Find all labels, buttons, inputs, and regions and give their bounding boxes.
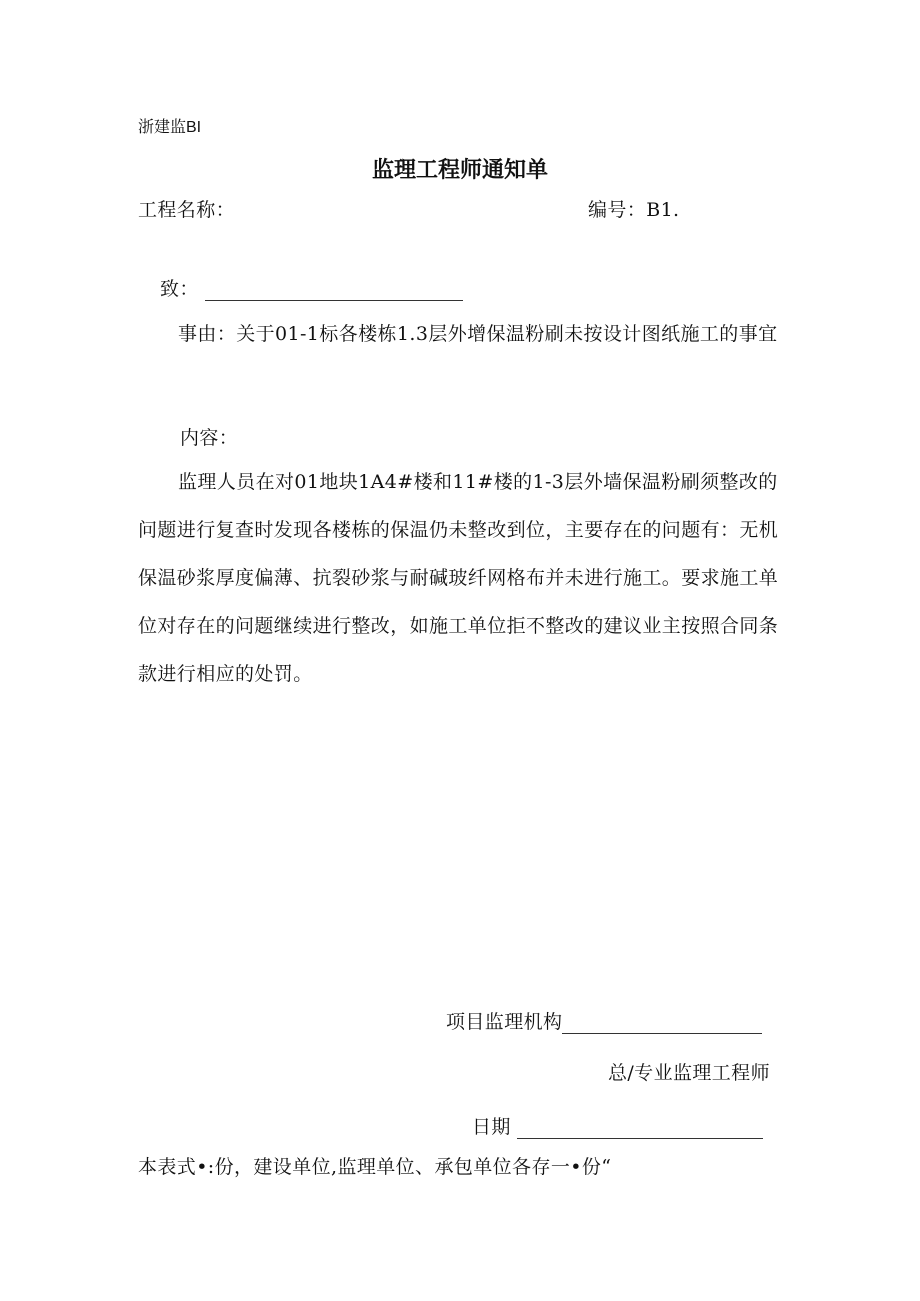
recipient-label: 致： — [160, 278, 199, 300]
form-code: 浙建监BI — [138, 119, 202, 136]
date-row — [472, 1112, 763, 1139]
document-number-label: 编号：B1. — [588, 199, 680, 221]
recipient-blank-line — [205, 282, 463, 301]
content-paragraph: 监理人员在对01地块1A4#楼和11#楼的1-3层外墙保温粉刷须整改的问题进行复查时发现各楼栋的保温仍未整改到位，主要存在的问题有：无机保温砂浆厚度偏薄、抗裂砂浆与耐碱玻纤网格布并未进行施工。要求施工单位对存在的问题继续进行整改，如施工单位拒不整改的建议业主按照合同条款进行相应的处罚。 — [138, 471, 779, 685]
supervision-org-blank-line — [562, 1015, 762, 1034]
document-title: 监理工程师通知单 — [371, 158, 548, 183]
date-blank-line — [517, 1120, 763, 1139]
subject-paragraph: 事由：关于01-1标各楼栋1.3层外增保温粉刷未按设计图纸施工的事宜 — [178, 323, 778, 345]
engineer-label: 总/专业监理工程师 — [607, 1062, 770, 1084]
project-name-label: 工程名称： — [138, 199, 236, 221]
footnote: 本表式•:份，建设单位,监理单位、承包单位各存一•份“ — [138, 1156, 612, 1178]
supervision-org-label: 项目监理机构 — [446, 1011, 563, 1033]
supervision-org-row — [446, 1007, 762, 1034]
date-label: 日期 — [472, 1116, 511, 1138]
content-label: 内容： — [180, 427, 239, 449]
recipient-row — [160, 274, 463, 301]
